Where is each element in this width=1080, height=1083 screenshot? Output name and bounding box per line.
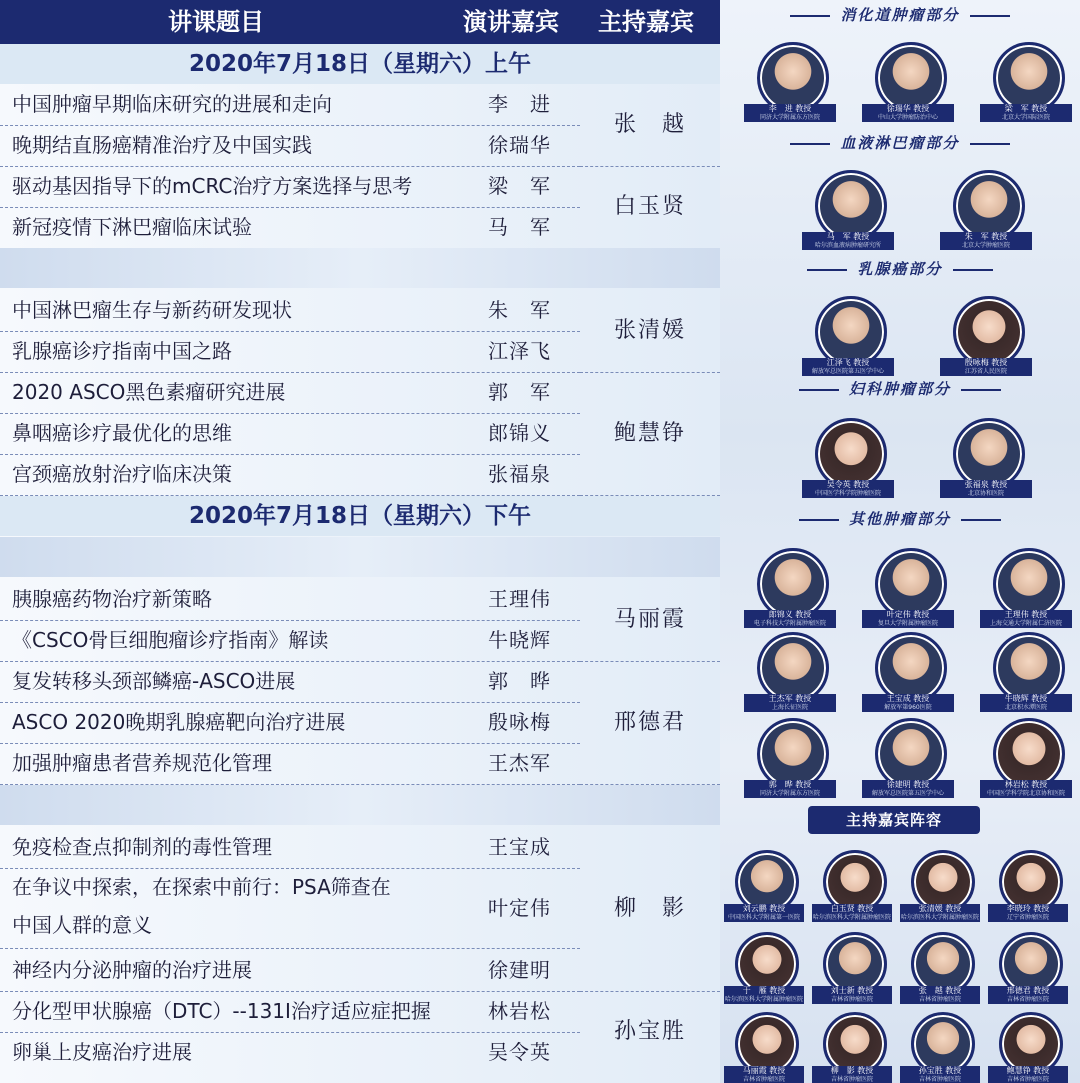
speaker-caption <box>724 1066 804 1083</box>
speaker-name: 张福泉 <box>488 462 551 486</box>
speaker-name: 朱 军 <box>488 298 551 322</box>
speaker-name: 王宝成 <box>488 835 551 859</box>
speaker-caption-hospital: 吉林省肿瘤医院 <box>830 1076 873 1083</box>
table-row <box>0 84 580 126</box>
spacer-band <box>0 537 720 577</box>
speaker-caption-hospital: 中山大学肿瘤防治中心 <box>877 114 938 121</box>
speaker-caption <box>862 694 954 712</box>
speaker-caption-name: 柳 影 教授 <box>830 1066 874 1075</box>
table-row <box>0 125 580 167</box>
speaker-caption-name: 刘云鹏 教授 <box>742 904 786 913</box>
speaker-caption-name: 于 雁 教授 <box>742 986 786 995</box>
session-pm-title: 2020年7月18日（星期六）下午 <box>0 496 720 536</box>
speaker-caption-name: 张 越 教授 <box>918 986 962 995</box>
speaker-name: 叶定伟 <box>488 896 551 920</box>
host-name: 马丽霞 <box>580 579 720 662</box>
speaker-caption-name: 张清媛 教授 <box>918 904 962 913</box>
table-row <box>0 827 580 869</box>
speaker-caption <box>812 1066 892 1083</box>
speaker-caption-name: 朱 军 教授 <box>964 232 1008 241</box>
speaker-caption-hospital: 吉林省肿瘤医院 <box>742 1076 785 1083</box>
talk-title: 鼻咽癌诊疗最优化的思维 <box>12 421 232 445</box>
speaker-name: 王理伟 <box>488 587 551 611</box>
talk-title-line: 在争议中探索，在探索中前行：PSA筛查在 <box>12 875 391 899</box>
talk-title: 分化型甲状腺癌（DTC）--131I治疗适应症把握 <box>12 999 431 1023</box>
speaker-caption <box>940 232 1032 250</box>
talk-title: 晚期结直肠癌精准治疗及中国实践 <box>12 133 312 157</box>
speaker-caption-hospital: 吉林省肿瘤医院 <box>918 996 961 1003</box>
table-row <box>0 868 580 949</box>
speaker-caption-name: 白玉贤 教授 <box>830 904 874 913</box>
speaker-caption <box>812 986 892 1004</box>
speaker-caption <box>802 480 894 498</box>
speaker-caption <box>980 780 1072 798</box>
section-title: 血液淋巴瘤部分 <box>720 132 1080 153</box>
speaker-caption-hospital: 江苏省人民医院 <box>964 368 1007 375</box>
section-title: 消化道肿瘤部分 <box>720 4 1080 25</box>
speaker-caption <box>862 104 954 122</box>
speaker-caption-hospital: 中国医学科学院北京协和医院 <box>986 790 1065 797</box>
table-row <box>0 207 580 249</box>
speaker-caption <box>724 986 804 1004</box>
speaker-caption <box>988 1066 1068 1083</box>
speaker-name: 殷咏梅 <box>488 710 551 734</box>
speaker-caption-hospital: 电子科技大学附属肿瘤医院 <box>753 620 826 627</box>
speaker-caption-name: 江泽飞 教授 <box>826 358 870 367</box>
host-name: 张 越 <box>580 84 720 167</box>
table-row <box>0 620 580 662</box>
talk-title: 神经内分泌肿瘤的治疗进展 <box>12 958 252 982</box>
speaker-caption-hospital: 吉林省肿瘤医院 <box>1006 996 1049 1003</box>
speaker-caption-hospital: 中国医科大学附属第一医院 <box>727 914 800 921</box>
spacer-band <box>0 785 720 825</box>
speaker-name: 梁 军 <box>488 174 551 198</box>
table-row <box>0 331 580 373</box>
table-row <box>0 413 580 455</box>
speaker-caption-name: 牛晓辉 教授 <box>1004 694 1048 703</box>
talk-title: 中国淋巴瘤生存与新药研发现状 <box>12 298 292 322</box>
talk-title: 复发转移头颈部鳞癌-ASCO进展 <box>12 669 296 693</box>
table-row <box>0 579 580 621</box>
speaker-name: 马 军 <box>488 215 551 239</box>
speaker-caption-name: 李晓玲 教授 <box>1006 904 1050 913</box>
speaker-name: 郎锦义 <box>488 421 551 445</box>
speaker-caption-name: 梁 军 教授 <box>1004 104 1048 113</box>
talk-title: 胰腺癌药物治疗新策略 <box>12 587 212 611</box>
speaker-caption <box>862 780 954 798</box>
speaker-caption-hospital: 吉林省肿瘤医院 <box>1006 1076 1049 1083</box>
speaker-caption-hospital: 上海交通大学附属仁济医院 <box>989 620 1062 627</box>
table-header <box>0 0 720 44</box>
table-row <box>0 743 580 785</box>
speaker-caption <box>900 904 980 922</box>
speaker-caption-name: 刘士新 教授 <box>830 986 874 995</box>
speaker-caption-name: 张福泉 教授 <box>964 480 1008 489</box>
speaker-caption <box>988 986 1068 1004</box>
speaker-name: 郭 晔 <box>488 669 551 693</box>
speaker-caption <box>724 904 804 922</box>
speaker-caption-hospital: 吉林省肿瘤医院 <box>918 1076 961 1083</box>
talk-title: 卵巢上皮癌治疗进展 <box>12 1040 192 1064</box>
speaker-caption-hospital: 哈尔滨医科大学附属肿瘤医院 <box>900 914 979 921</box>
host-name: 鲍慧铮 <box>580 372 720 496</box>
host-name: 张清媛 <box>580 290 720 373</box>
talk-title: 2020 ASCO黑色素瘤研究进展 <box>12 380 286 404</box>
speaker-caption <box>980 610 1072 628</box>
speaker-name: 徐建明 <box>488 958 551 982</box>
talk-title: ASCO 2020晚期乳腺癌靶向治疗进展 <box>12 710 346 734</box>
speaker-name: 吴令英 <box>488 1040 551 1064</box>
table-row <box>0 290 580 332</box>
speaker-name: 江泽飞 <box>488 339 551 363</box>
talk-title <box>12 868 482 944</box>
header-topic: 讲课题目 <box>168 8 264 36</box>
speaker-caption <box>802 358 894 376</box>
speaker-caption <box>744 780 836 798</box>
speaker-caption-hospital: 哈尔滨血液病肿瘤研究所 <box>814 242 881 249</box>
speaker-caption-hospital: 同济大学附属东方医院 <box>759 790 820 797</box>
speaker-caption-name: 鲍慧铮 教授 <box>1006 1066 1050 1075</box>
table-row <box>0 702 580 744</box>
speaker-caption-hospital: 北京大学国际医院 <box>1001 114 1050 121</box>
table-row <box>0 1032 580 1073</box>
talk-title-line: 中国人群的意义 <box>12 913 152 937</box>
speaker-name: 郭 军 <box>488 380 551 404</box>
talk-title: 加强肿瘤患者营养规范化管理 <box>12 751 272 775</box>
host-name: 柳 影 <box>580 827 720 992</box>
speaker-caption-hospital: 北京积水潭医院 <box>1004 704 1047 711</box>
host-name: 白玉贤 <box>580 166 720 249</box>
speaker-caption <box>744 694 836 712</box>
speaker-name: 李 进 <box>488 92 551 116</box>
speaker-caption-name: 殷咏梅 教授 <box>964 358 1008 367</box>
speaker-caption-name: 王理伟 教授 <box>1004 610 1048 619</box>
table-row <box>0 991 580 1033</box>
speaker-caption <box>802 232 894 250</box>
speaker-caption-name: 吴令英 教授 <box>826 480 870 489</box>
speaker-caption-name: 李 进 教授 <box>768 104 812 113</box>
speaker-caption-hospital: 解放军总医院第五医学中心 <box>871 790 944 797</box>
speaker-caption <box>988 904 1068 922</box>
talk-title: 宫颈癌放射治疗临床决策 <box>12 462 232 486</box>
table-row <box>0 372 580 414</box>
speaker-caption <box>900 986 980 1004</box>
speaker-caption-hospital: 上海长征医院 <box>771 704 808 711</box>
speaker-caption <box>744 104 836 122</box>
speaker-caption-hospital: 哈尔滨医科大学附属肿瘤医院 <box>724 996 803 1003</box>
speaker-caption <box>812 904 892 922</box>
speaker-caption-hospital: 哈尔滨医科大学附属肿瘤医院 <box>812 914 891 921</box>
host-name: 孙宝胜 <box>613 1019 686 1044</box>
talk-title: 《CSCO骨巨细胞瘤诊疗指南》解读 <box>12 628 329 652</box>
table-row <box>0 454 580 496</box>
speaker-caption-hospital: 北京大学肿瘤医院 <box>961 242 1010 249</box>
table-row <box>0 166 580 208</box>
speaker-caption-name: 王杰军 教授 <box>768 694 812 703</box>
spacer-band <box>0 248 720 288</box>
host-name: 邢德君 <box>580 661 720 785</box>
header-speaker: 演讲嘉宾 <box>463 8 559 36</box>
speaker-caption-name: 邢德君 教授 <box>1006 986 1050 995</box>
speaker-caption-hospital: 复旦大学附属肿瘤医院 <box>877 620 938 627</box>
speaker-caption-name: 郭 晔 教授 <box>768 780 812 789</box>
section-title: 其他肿瘤部分 <box>720 508 1080 529</box>
speaker-caption-name: 徐建明 教授 <box>886 780 930 789</box>
speaker-caption <box>862 610 954 628</box>
speaker-caption-hospital: 解放军第960医院 <box>884 704 932 711</box>
speaker-caption-name: 马丽霞 教授 <box>742 1066 786 1075</box>
section-title: 妇科肿瘤部分 <box>720 378 1080 399</box>
speaker-caption-name: 王宝成 教授 <box>886 694 930 703</box>
talk-title: 中国肿瘤早期临床研究的进展和走向 <box>12 92 332 116</box>
section-title: 乳腺癌部分 <box>720 258 1080 279</box>
header-host: 主持嘉宾 <box>598 8 694 36</box>
talk-title: 免疫检查点抑制剂的毒性管理 <box>12 835 272 859</box>
speaker-caption <box>940 358 1032 376</box>
speaker-caption <box>980 694 1072 712</box>
speaker-caption-name: 徐瑞华 教授 <box>886 104 930 113</box>
session-am-title: 2020年7月18日（星期六）上午 <box>0 44 720 84</box>
speaker-caption-hospital: 吉林省肿瘤医院 <box>830 996 873 1003</box>
speaker-caption-name: 孙宝胜 教授 <box>918 1066 962 1075</box>
table-row <box>0 950 580 992</box>
host-lineup-badge: 主持嘉宾阵容 <box>808 806 980 834</box>
speaker-name: 王杰军 <box>488 751 551 775</box>
speaker-caption <box>940 480 1032 498</box>
speaker-name: 徐瑞华 <box>488 133 551 157</box>
speaker-caption-name: 马 军 教授 <box>826 232 870 241</box>
talk-title: 驱动基因指导下的mCRC治疗方案选择与思考 <box>12 174 413 198</box>
speaker-caption-hospital: 辽宁省肿瘤医院 <box>1006 914 1049 921</box>
talk-title: 乳腺癌诊疗指南中国之路 <box>12 339 232 363</box>
speaker-caption <box>744 610 836 628</box>
speaker-caption-name: 郎锦义 教授 <box>768 610 812 619</box>
speaker-caption-hospital: 同济大学附属东方医院 <box>759 114 820 121</box>
speaker-name: 牛晓辉 <box>488 628 551 652</box>
speaker-caption <box>980 104 1072 122</box>
speaker-caption-name: 叶定伟 教授 <box>886 610 930 619</box>
talk-title: 新冠疫情下淋巴瘤临床试验 <box>12 215 252 239</box>
speaker-caption-hospital: 北京协和医院 <box>967 490 1004 497</box>
faculty-panel <box>720 0 1080 1083</box>
speaker-name: 林岩松 <box>488 999 551 1023</box>
speaker-caption <box>900 1066 980 1083</box>
speaker-caption-name: 林岩松 教授 <box>1004 780 1048 789</box>
speaker-caption-hospital: 解放军总医院第五医学中心 <box>811 368 884 375</box>
table-row <box>0 661 580 703</box>
speaker-caption-hospital: 中国医学科学院肿瘤医院 <box>814 490 881 497</box>
